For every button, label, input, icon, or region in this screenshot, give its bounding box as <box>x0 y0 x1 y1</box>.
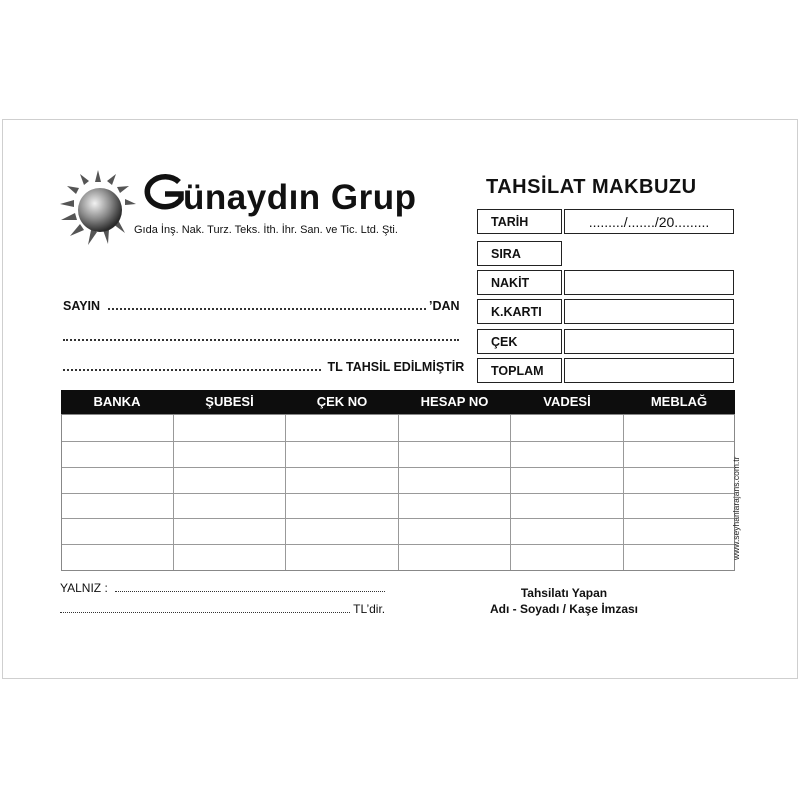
tl-dir-line[interactable] <box>60 602 385 616</box>
sayin-line[interactable] <box>63 299 460 313</box>
signature-line-1: Tahsilatı Yapan <box>520 586 608 600</box>
field-label-box-toplam <box>477 358 562 383</box>
signature-line-2: Adı - Soyadı / Kaşe İmzası <box>489 602 639 616</box>
table-row-divider <box>62 467 734 468</box>
table-body[interactable] <box>61 414 735 571</box>
field-toplam-input[interactable] <box>564 358 734 383</box>
field-label-box-kkarti <box>477 299 562 324</box>
tl-dotted-line <box>63 367 321 371</box>
tl-tahsil-line[interactable] <box>63 360 464 374</box>
dan-label: ’DAN <box>429 299 460 313</box>
field-label-tarih: TARİH <box>491 215 529 229</box>
field-label-kkarti: K.KARTI <box>491 305 542 319</box>
field-label-sira: SIRA <box>491 247 521 261</box>
table-row-divider <box>62 493 734 494</box>
col-header-subesi: ŞUBESİ <box>205 394 254 409</box>
field-label-box-tarih <box>477 209 562 234</box>
col-header-banka: BANKA <box>93 394 141 409</box>
tl-dir-label: TL’dir. <box>353 602 386 616</box>
table-row-divider <box>62 441 734 442</box>
yalniz-line[interactable] <box>60 581 385 595</box>
field-nakit-input[interactable] <box>564 270 734 295</box>
second-dotted-line[interactable] <box>63 330 459 344</box>
company-brand-name: ünaydın Grup <box>183 178 417 217</box>
tl-dir-dotted-line <box>60 610 350 613</box>
receipt-title: TAHSİLAT MAKBUZU <box>486 176 697 198</box>
col-header-vadesi: VADESİ <box>543 394 591 409</box>
col-header-hesap-no: HESAP NO <box>420 394 489 409</box>
sun-logo-icon <box>58 170 143 250</box>
table-row-divider <box>62 518 734 519</box>
brand-g-letter-icon <box>143 172 185 214</box>
field-label-box-nakit <box>477 270 562 295</box>
field-label-box-cek <box>477 329 562 354</box>
tl-tahsil-label: TL TAHSİL EDİLMİŞTİR <box>327 360 465 374</box>
sayin-dotted-line <box>108 306 426 310</box>
field-kkarti-input[interactable] <box>564 299 734 324</box>
table-row-divider <box>62 544 734 545</box>
field-label-toplam: TOPLAM <box>491 364 544 378</box>
sayin-label: SAYIN <box>63 299 101 313</box>
yalniz-label: YALNIZ : <box>60 581 108 595</box>
field-label-cek: ÇEK <box>491 335 518 349</box>
field-tarih-input[interactable]: ........./......./20......... <box>564 209 734 234</box>
website-side-text: www.seyhanlarajans.com.tr <box>731 456 741 560</box>
field-cek-input[interactable] <box>564 329 734 354</box>
receipt-form <box>2 119 798 679</box>
col-header-meblag: MEBLAĞ <box>650 394 708 409</box>
company-subtitle: Gıda İnş. Nak. Turz. Teks. İth. İhr. San. ve Tic. Ltd. Şti. <box>134 224 398 236</box>
table-header <box>61 390 735 414</box>
yalniz-dotted-line <box>115 589 385 592</box>
blank-dotted-line <box>63 337 459 341</box>
col-header-cek-no: ÇEK NO <box>316 394 368 409</box>
field-label-nakit: NAKİT <box>491 276 530 290</box>
field-label-box-sira <box>477 241 562 266</box>
